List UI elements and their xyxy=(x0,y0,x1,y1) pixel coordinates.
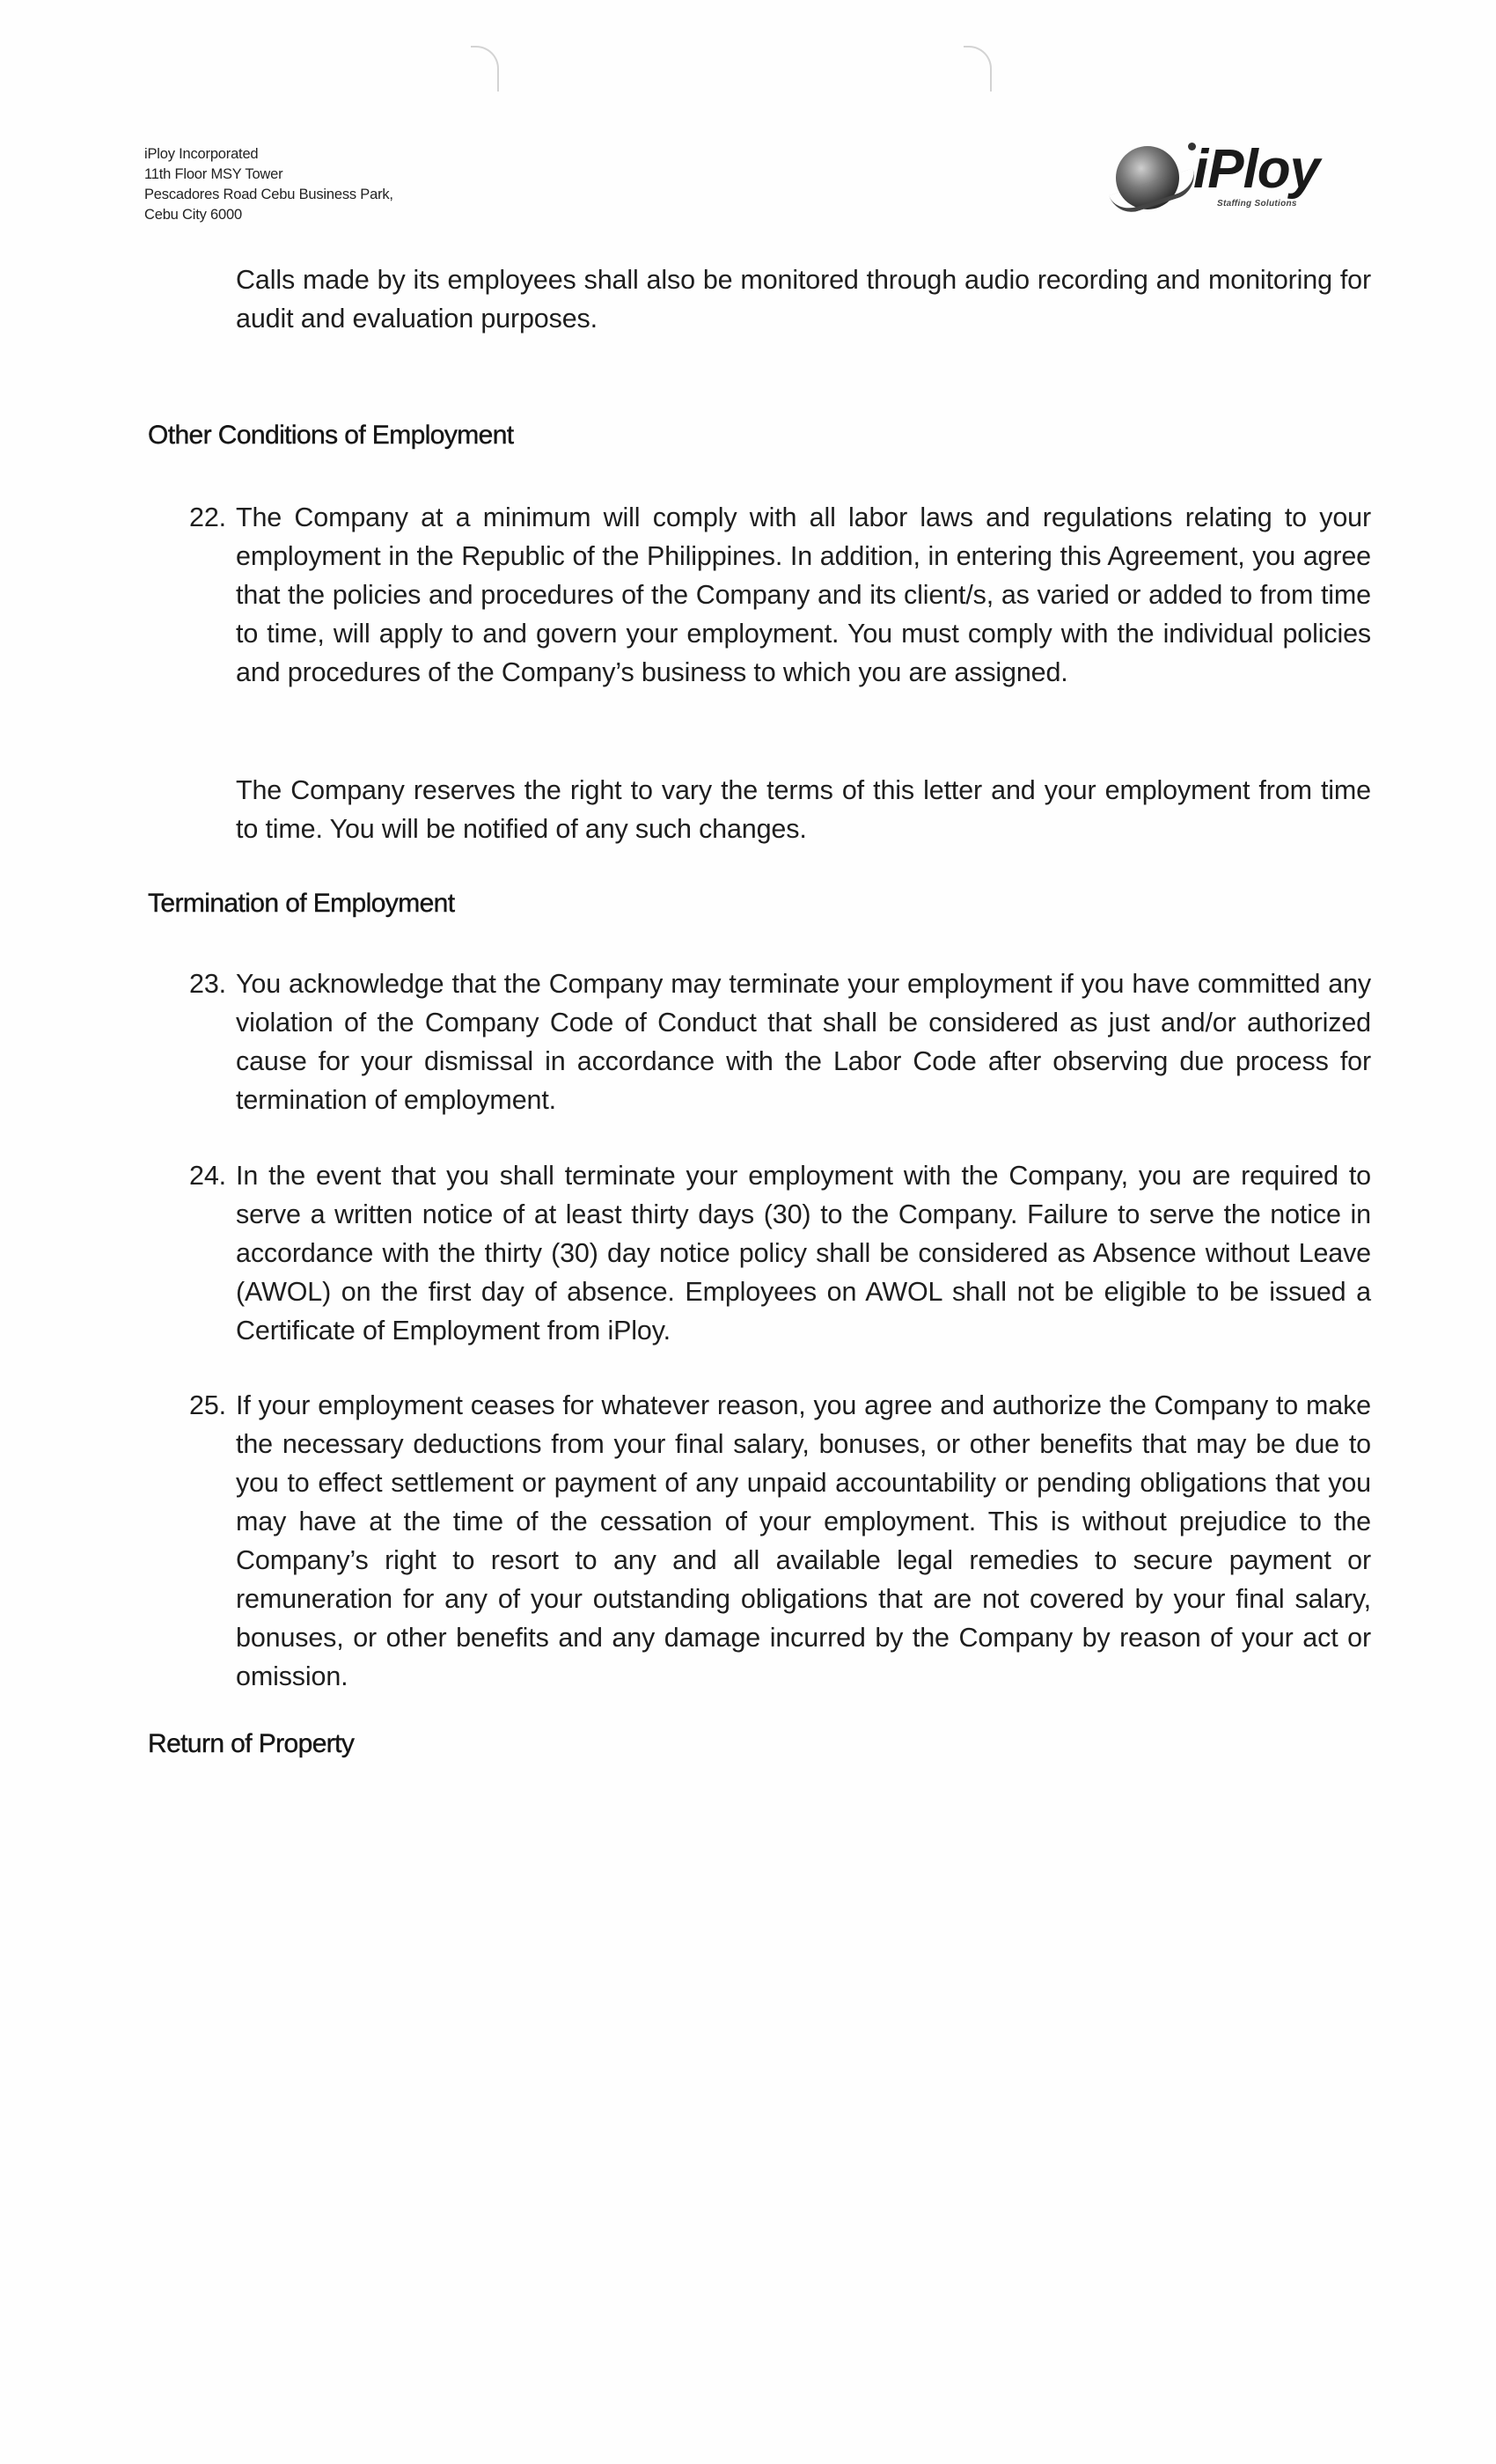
clause-text: The Company at a minimum will comply with all labor laws and regulations relating to your employment in the Republic of the Philippines. In addition, in entering this Agreement, you agree that the policies and procedures of the Company and its client/s, as varied or added to from time to time, will apply to and govern your employment. You must comply with the individual policies and procedures of the Company’s business to which you are assigned. xyxy=(236,502,1371,687)
clause-text: If your employment ceases for whatever reason, you agree and authorize the Company to make the necessary deductions from your final salary, bonuses, or other benefits that may be due to you to effect settlement or payment of any unpaid accountability or pending obligations that you may have at the time of the cessation of your employment. This is without prejudice to the Company’s right to resort to any and all available legal remedies to secure payment or remuneration for any of your outstanding obligations that are not covered by your final salary, bonuses, or other benefits and any damage incurred by the Company by reason of your act or omission. xyxy=(236,1390,1371,1691)
clause-number: 25. xyxy=(189,1390,226,1420)
hole-punch-mark xyxy=(964,46,992,92)
logo-brand-text: iPloy xyxy=(1193,139,1320,200)
followup-paragraph: The Company reserves the right to vary the terms of this letter and your employment from time to time. You will be notified of any such changes. xyxy=(236,775,1371,844)
clause-number: 24. xyxy=(189,1161,226,1191)
address-line-3: Cebu City 6000 xyxy=(144,207,242,223)
clause-23 xyxy=(189,964,1371,1119)
clause-number: 22. xyxy=(189,502,226,532)
letterhead-address xyxy=(144,144,393,225)
intro-paragraph: Calls made by its employees shall also be monitored through audio recording and monitoring for audit and evaluation purposes. xyxy=(236,265,1371,334)
clause-25 xyxy=(189,1386,1371,1696)
clause-text: You acknowledge that the Company may terminate your employment if you have committed any violation of the Company Code of Conduct that shall be considered as just and/or authorized cause for your dismissal in accordance with the Labor Code after observing due process for termination of employment. xyxy=(236,969,1371,1115)
company-logo xyxy=(1116,139,1380,218)
clause-text: In the event that you shall terminate your employment with the Company, you are required to serve a written notice of at least thirty days (30) to the Company. Failure to serve the notice in accordance with the thirty (30) day notice policy shall be considered as Absence without Leave (AWOL) on the first day of absence. Employees on AWOL shall not be eligible to be issued a Certificate of Employment from iPloy. xyxy=(236,1161,1371,1346)
clause-22 xyxy=(189,498,1371,692)
clause-number: 23. xyxy=(189,969,226,999)
section-heading-return-of-property: Return of Property xyxy=(148,1729,355,1758)
company-name: iPloy Incorporated xyxy=(144,146,259,162)
hole-punch-mark xyxy=(471,46,499,92)
address-line-2: Pescadores Road Cebu Business Park, xyxy=(144,187,393,202)
section-heading-other-conditions: Other Conditions of Employment xyxy=(148,421,514,450)
address-line-1: 11th Floor MSY Tower xyxy=(144,166,283,182)
section-heading-termination: Termination of Employment xyxy=(148,889,455,918)
clause-24 xyxy=(189,1156,1371,1350)
logo-tagline: Staffing Solutions xyxy=(1217,199,1297,209)
